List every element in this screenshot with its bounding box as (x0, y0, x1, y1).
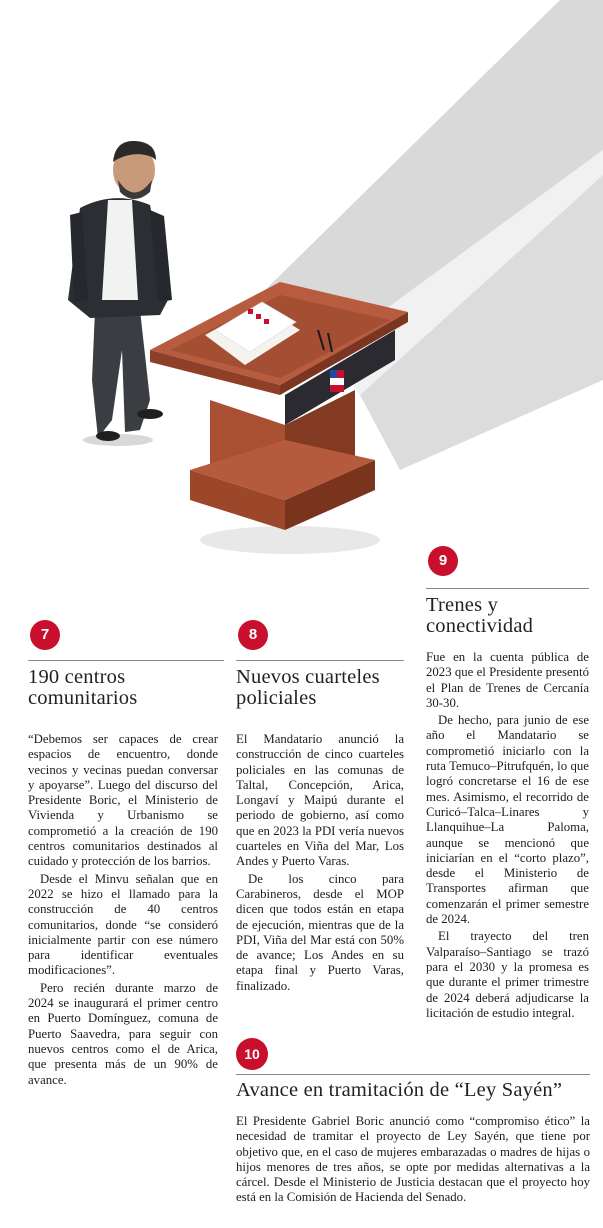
section-10-number-badge: 10 (236, 1038, 268, 1070)
president-podium-illustration (0, 0, 603, 600)
section-7-number-badge: 7 (30, 620, 60, 650)
section-8-body (236, 732, 404, 994)
section-9-title: Trenes y conectividad (426, 594, 534, 637)
section-8-title: Nuevos cuarteles policiales (236, 666, 380, 709)
section-9-paragraph: Fue en la cuenta pública de 2023 que el Presidente presentó el Plan de Trenes de Cercanía 30-30. (426, 650, 589, 710)
section-9-divider (426, 588, 589, 589)
section-8-number-badge: 8 (238, 620, 268, 650)
section-9-paragraph: El trayecto del tren Valparaíso–Santiago se trazó para el 2030 y la promesa es que durante el primer trimestre de 2024 deberá adjudicarse la licitación de estudio integral. (426, 929, 589, 1020)
section-7-divider (28, 660, 224, 661)
section-7-body (28, 732, 218, 1088)
section-10-body (236, 1114, 590, 1206)
section-9-body (426, 650, 589, 1021)
section-8-paragraph: De los cinco para Carabineros, desde el MOP dicen que todos están en etapa de ejecución, mientras que de la PDI, Viña del Mar está con 50% de avance; Los Andes en su etapa final y Puerto Varas, finalizado. (236, 871, 404, 993)
section-7-paragraph: Desde el Minvu señalan que en 2022 se hizo el llamado para la construcción de 40 centros comunitarios, donde “se consideró inicialmente partir con ese número para identificar eventuales modificaciones”. (28, 871, 218, 978)
section-10-divider (236, 1074, 590, 1075)
section-7-paragraph: “Debemos ser capaces de crear espacios de encuentro, donde vecinos y vecinas puedan conversar y apoyarse”. Luego del discurso del Presidente Boric, el Ministerio de Vivienda y Urbanismo se comprometió a la creación de 190 centros comunitarios destinados al cuidado y protección de los barrios. (28, 732, 218, 869)
section-9-number-badge: 9 (428, 546, 458, 576)
section-8-paragraph: El Mandatario anunció la construcción de cinco cuarteles policiales en las comunas de Taltal, Concepción, Arica, Longaví y Maipú durante el periodo de gobierno, así como que en 2023 la PDI vería nuevos cuarteles en Viña del Mar, Los Andes y Puerto Varas. (236, 732, 404, 869)
section-10-title: Avance en tramitación de “Ley Sayén” (236, 1079, 563, 1101)
section-8-divider (236, 660, 404, 661)
section-7-title: 190 centros comunitarios (28, 666, 138, 709)
section-7-paragraph: Pero recién durante marzo de 2024 se inaugurará el primer centro en Puerto Domínguez, comuna de Puerto Saavedra, para seguir con nuevos centros como el de Arica, que presenta más de un 90% de avance. (28, 980, 218, 1087)
president-figure (68, 141, 172, 446)
section-10-paragraph: El Presidente Gabriel Boric anunció como “compromiso ético” la necesidad de tramitar el proyecto de Ley Sayén, que tiene por objetivo que, en el caso de mujeres embarazadas o madres de hijas o hijos menores de tres años, se opte por medidas alternativas a la cárcel. Desde el Ministerio de Justicia destacan que el proyecto hoy está en la Comisión de Hacienda del Senado. (236, 1114, 590, 1205)
section-9-paragraph: De hecho, para junio de ese año el Mandatario se comprometió iniciarlo con la ruta Temuco–Pitrufquén, lo que logró concretarse el 16 de ese mes. Asimismo, el recorrido de Curicó–Talca–Linares y Llanquihue–La Paloma, aunque se mencionó que iniciarían en el “corto plazo”, desde el Ministerio de Transportes afirman que comenzarán el primer semestre de 2024. (426, 713, 589, 927)
